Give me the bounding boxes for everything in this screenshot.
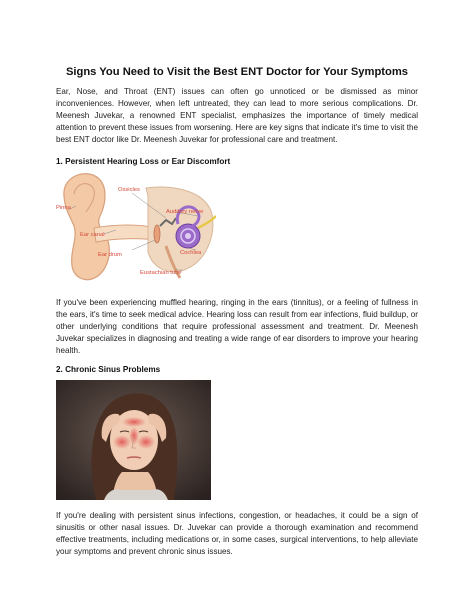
hearing-paragraph: If you've been experiencing muffled hearing, ringing in the ears (tinnitus), or a feeling of fullness in the ears, it's time to seek medical advice. Hearing loss can result from ear infections, fluid buildup, or other underlying conditions that require professional assessment and treatment. Dr. Meenesh Juvekar specializes in diagnosing and treating a wide range of ear disorders to improve your hearing health.	[56, 298, 418, 355]
label-cochlea: Cochlea	[180, 250, 202, 256]
label-auditory-nerve: Auditory nerve	[166, 209, 204, 215]
ear-anatomy-illustration	[56, 166, 216, 286]
sinus-paragraph: If you're dealing with persistent sinus infections, congestion, or headaches, it could be a sign of sinusitis or other nasal issues. Dr. Juvekar can provide a thorough examination and recommend effective treatments, including medications or, in some cases, surgical interventions, to help alleviate your symptoms and prevent chronic sinus issues.	[56, 511, 418, 556]
section-heading-sinus: 2. Chronic Sinus Problems	[56, 365, 161, 374]
section-heading-hearing: 1. Persistent Hearing Loss or Ear Discomfort	[56, 157, 231, 166]
page-title: Signs You Need to Visit the Best ENT Doctor for Your Symptoms	[65, 66, 409, 78]
label-eustachian-tube: Eustachian tube	[140, 270, 182, 276]
intro-paragraph: Ear, Nose, and Throat (ENT) issues can often go unnoticed or be dismissed as minor inconveniences. However, when left untreated, they can lead to more serious complications. Dr. Meenesh Juvekar, a renowned ENT specialist, emphasizes the importance of timely medical attention to prevent these issues from worsening. Here are key signs that indicate it's time to visit the best ENT doctor like Dr. Meenesh Juvekar for professional care and treatment.	[56, 87, 418, 144]
label-ossicles: Ossicles	[118, 187, 140, 193]
label-pinna: Pinna	[56, 205, 71, 211]
sinus-headache-photo	[56, 380, 211, 500]
label-ear-drum: Ear drum	[98, 252, 122, 258]
label-ear-canal: Ear canal	[80, 232, 105, 238]
